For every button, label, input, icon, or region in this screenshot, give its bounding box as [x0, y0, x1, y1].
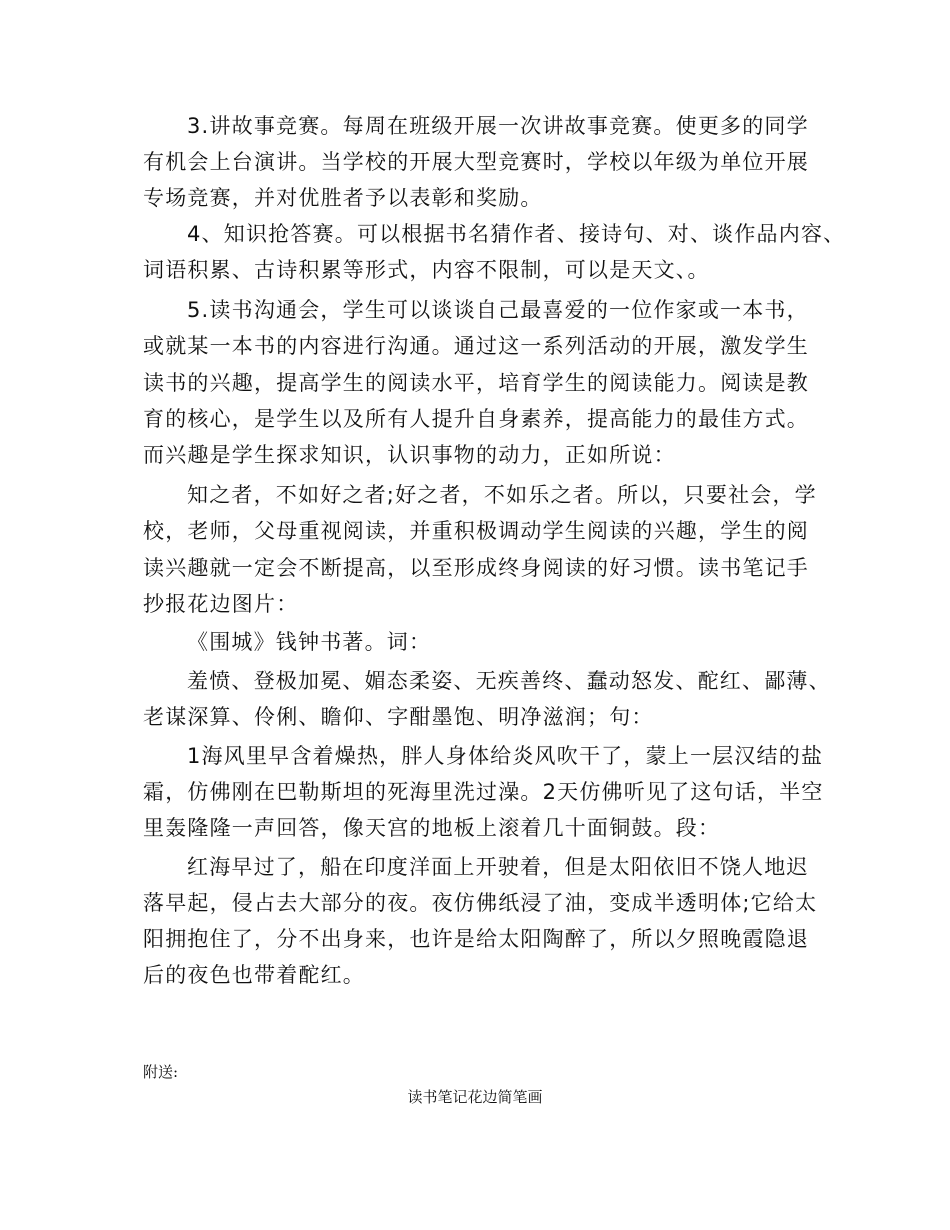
text-line: 5.读书沟通会，学生可以谈谈自己最喜爱的一位作家或一本书， [187, 298, 809, 322]
text-line: 阳拥抱住了，分不出身来，也许是给太阳陶醉了，所以夕照晚霞隐退 [143, 927, 809, 951]
text-line: 有机会上台演讲。当学校的开展大型竞赛时，学校以年级为单位开展 [143, 150, 809, 174]
text-line: 校，老师，父母重视阅读，并重积极调动学生阅读的兴趣，学生的阅 [143, 519, 809, 543]
text-line: 专场竞赛，并对优胜者予以表彰和奖励。 [143, 186, 543, 210]
text-line: 《围城》钱钟书著。词： [187, 630, 432, 654]
text-line: 后的夜色也带着酡红。 [143, 963, 365, 987]
text-line: 育的核心，是学生以及所有人提升自身素养，提高能力的最佳方式。 [143, 407, 809, 431]
text-line: 霜，仿佛刚在巴勒斯坦的死海里洗过澡。2天仿佛听见了这句话，半空 [143, 780, 824, 804]
text-line: 而兴趣是学生探求知识，认识事物的动力，正如所说： [143, 443, 676, 467]
text-line: 3.讲故事竞赛。每周在班级开展一次讲故事竞赛。使更多的同学 [187, 114, 809, 138]
text-line: 落早起，侵占去大部分的夜。夜仿佛纸浸了油，变成半透明体;它给太 [143, 891, 818, 915]
text-line: 读书的兴趣，提高学生的阅读水平，培育学生的阅读能力。阅读是教 [143, 371, 809, 395]
text-line: 或就某一本书的内容进行沟通。通过这一系列活动的开展，激发学生 [143, 334, 809, 358]
text-line: 1海风里早含着燥热，胖人身体给炎风吹干了，蒙上一层汉结的盐 [187, 744, 824, 768]
text-line: 词语积累、古诗积累等形式，内容不限制，可以是天文、。 [143, 258, 710, 282]
text-line: 抄报花边图片： [143, 592, 299, 616]
text-line: 红海早过了，船在印度洋面上开驶着，但是太阳依旧不饶人地迟 [187, 855, 809, 879]
text-line: 羞愤、登极加冕、媚态柔姿、无疾善终、蠢动怒发、酡红、鄙薄、 [187, 669, 831, 693]
text-line: 知之者，不如好之者;好之者，不如乐之者。所以，只要社会，学 [187, 483, 817, 507]
appendix-label: 附送: [143, 1063, 179, 1081]
text-line: 4、知识抢答赛。可以根据书名猜作者、接诗句、对、谈作品内容、 [187, 222, 846, 246]
text-line: 老谋深算、伶俐、瞻仰、字酣墨饱、明净滋润；句： [143, 705, 654, 729]
appendix-caption: 读书笔记花边简笔画 [407, 1088, 543, 1106]
text-line: 读兴趣就一定会不断提高，以至形成终身阅读的好习惯。读书笔记手 [143, 556, 809, 580]
text-line: 里轰隆隆一声回答，像天宫的地板上滚着几十面铜鼓。段： [143, 816, 721, 840]
